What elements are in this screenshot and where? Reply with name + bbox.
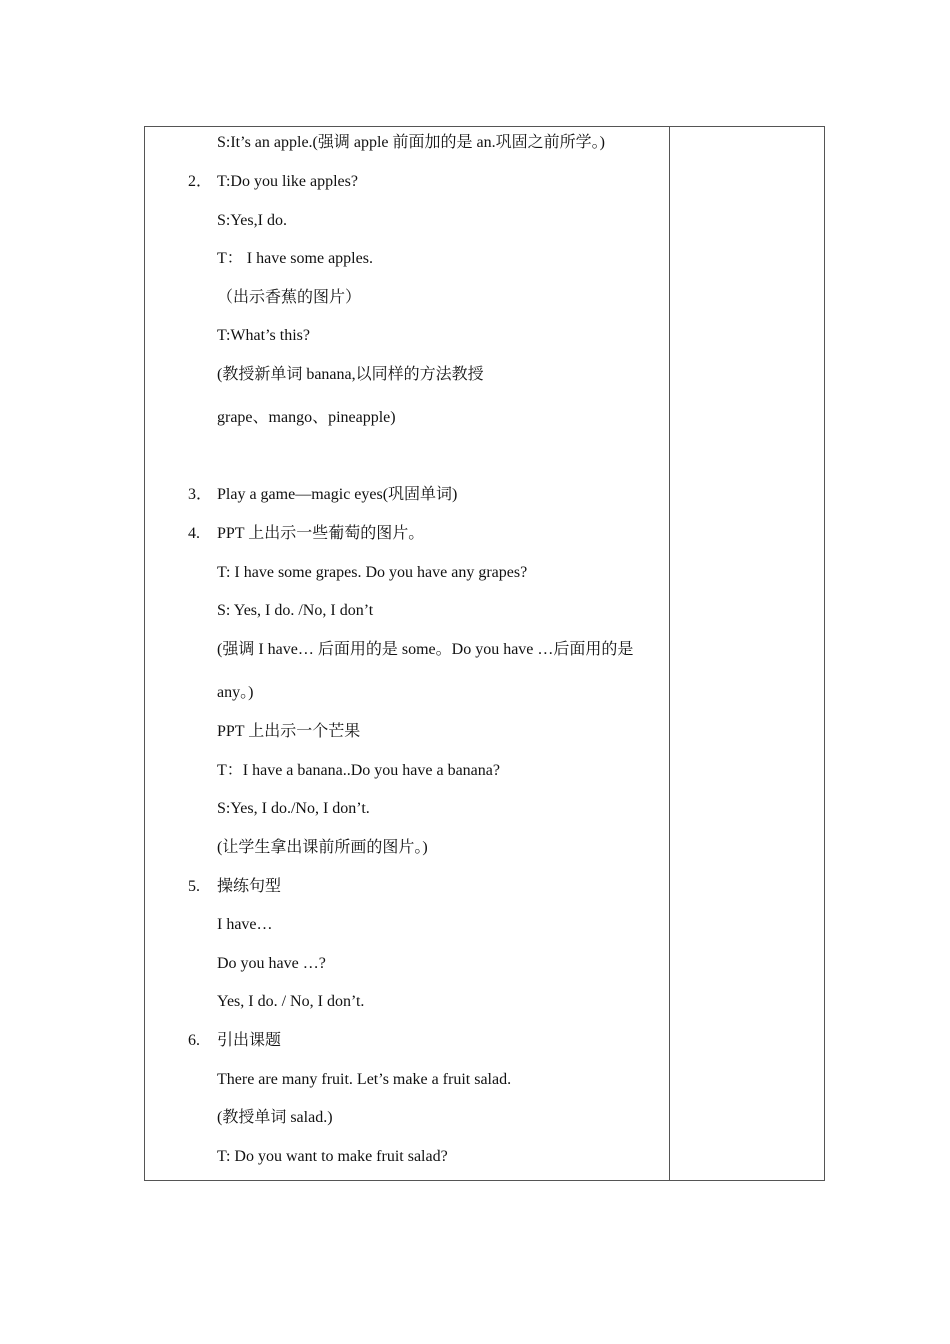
step-number: 3． (188, 486, 213, 503)
step-line: Do you have …? (217, 955, 326, 972)
step-line: There are many fruit. Let’s make a fruit salad. (217, 1071, 512, 1088)
step-line: T:What’s this? (217, 327, 310, 344)
step-line: S:Yes,I do. (217, 212, 287, 229)
step-line: S:Yes, I do./No, I don’t. (217, 800, 370, 817)
step-line: I have… (217, 916, 273, 933)
step-line: S:It’s an apple.(强调 apple 前面加的是 an.巩固之前所学。) (217, 134, 605, 151)
step-line: 操练句型 (217, 878, 282, 895)
step-line: (强调 I have… 后面用的是 some。Do you have …后面用的是 (217, 641, 634, 658)
notes-cell (670, 127, 824, 1180)
step-number: 4. (188, 525, 200, 542)
step-line: (教授新单词 banana,以同样的方法教授 (217, 366, 484, 383)
step-number: 5. (188, 878, 200, 895)
step-line: 引出课题 (217, 1032, 282, 1049)
step-line: T: Do you want to make fruit salad? (217, 1148, 448, 1165)
lesson-table (144, 126, 825, 1181)
procedure-cell (145, 127, 670, 1180)
step-line: T: I have some grapes. Do you have any grapes? (217, 564, 528, 581)
step-number: 6. (188, 1032, 200, 1049)
step-line: grape、mango、pineapple) (217, 409, 396, 426)
step-line: PPT 上出示一个芒果 (217, 723, 361, 740)
step-line: （出示香蕉的图片） (217, 289, 362, 306)
step-line: (让学生拿出课前所画的图片。) (217, 839, 428, 856)
step-line: PPT 上出示一些葡萄的图片。 (217, 525, 425, 542)
step-line: T：I have a banana..Do you have a banana? (217, 762, 500, 779)
step-line: any。) (217, 684, 254, 701)
step-line: Yes, I do. / No, I don’t. (217, 993, 365, 1010)
step-line: (教授单词 salad.) (217, 1109, 333, 1126)
step-line: T： I have some apples. (217, 250, 373, 267)
step-number: 2． (188, 173, 213, 190)
step-line: T:Do you like apples? (217, 173, 358, 190)
step-line: Play a game—magic eyes(巩固单词) (217, 486, 458, 503)
step-line: S: Yes, I do. /No, I don’t (217, 602, 374, 619)
